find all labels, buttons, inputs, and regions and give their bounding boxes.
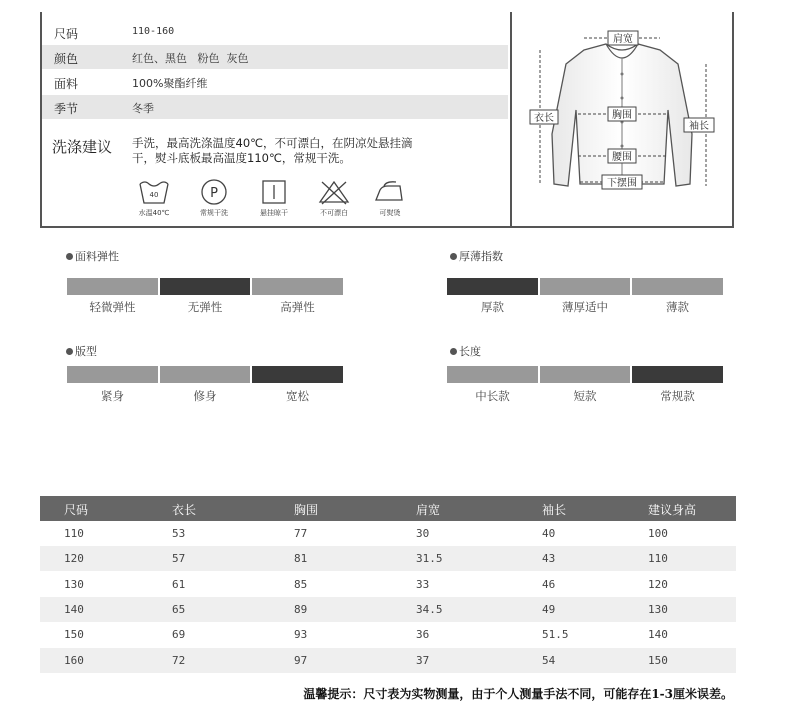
table-cell: 140 [64,602,84,616]
table-row [40,521,736,546]
column-header: 衣长 [172,503,197,517]
button [621,145,624,148]
spec-label: 季节 [54,102,79,116]
wash-temp-text: 40 [149,191,159,199]
wash-tub-icon [137,178,171,206]
spec-value: 冬季 [132,102,154,115]
table-cell: 72 [172,653,186,667]
indicator-option: 中长款 [475,389,510,403]
label-chest: 胸围 [612,110,632,121]
wash-instructions: 手洗，最高洗涤温度40℃，不可漂白，在阴凉处悬挂滴干，熨斗底板最高温度110℃，常规干洗。 [132,136,413,165]
table-row [40,648,736,673]
indicator-option: 轻微弹性 [89,300,136,314]
table-cell: 130 [64,577,84,591]
spec-label: 尺码 [54,27,79,41]
info-divider [510,12,512,228]
indicator-option: 常规款 [660,389,695,403]
table-cell: 85 [294,577,308,591]
button [621,73,624,76]
table-cell: 40 [542,527,556,540]
table-cell: 110 [64,527,84,540]
spec-row-color [42,45,508,69]
indicator-option: 紧身 [101,389,124,403]
spec-value: 红色、黑色 粉色 灰色 [132,52,249,65]
table-cell: 69 [172,628,186,642]
care-item-bleach [304,178,364,218]
table-cell: 53 [172,527,186,540]
indicator-option: 薄款 [666,300,689,314]
table-cell: 97 [294,653,308,667]
column-header: 肩宽 [416,503,441,517]
indicator-title-elasticity: 面料弹性 [66,248,119,264]
column-header: 尺码 [64,503,89,517]
care-item-iron [360,178,420,218]
indicator-option: 高弹性 [280,300,315,314]
indicator-title-fit: 版型 [66,343,97,359]
button [621,97,624,100]
size-table-header [40,496,736,521]
indicator-segment [540,366,630,383]
spec-label: 面料 [54,77,79,91]
table-cell: 100 [648,527,668,540]
label-hem: 下摆围 [607,178,637,189]
label-sleeve: 袖长 [689,121,709,132]
indicator-option: 无弹性 [187,300,223,314]
table-cell: 160 [64,653,84,667]
care-item-hang [244,178,304,218]
table-row [40,622,736,647]
table-cell: 49 [542,602,556,616]
indicator-option: 厚款 [481,300,504,314]
indicator-segment [447,366,538,383]
table-cell: 30 [416,527,430,540]
no-bleach-icon [317,178,351,206]
label-waist: 腰围 [612,152,632,163]
indicator-segment [540,278,630,295]
table-cell: 43 [542,552,556,566]
table-cell: 51.5 [542,628,569,642]
table-cell: 36 [416,628,430,642]
indicator-option: 宽松 [286,389,309,403]
spec-row-size [42,20,508,44]
table-cell: 77 [294,527,308,540]
table-cell: 37 [416,653,430,667]
indicator-segment [632,366,723,383]
spec-value: 110-160 [132,26,175,37]
table-cell: 120 [648,577,668,591]
indicator-title-length: 长度 [450,343,481,359]
indicator-segment [67,278,158,295]
care-label: 可熨烫 [379,209,401,217]
indicator-option: 修身 [193,389,217,403]
dry-clean-icon [200,178,228,206]
indicator-segment [447,278,538,295]
table-cell: 34.5 [416,602,443,616]
spec-row-fabric [42,70,508,94]
table-cell: 54 [542,653,556,667]
spec-value: 100%聚酯纤维 [132,77,208,90]
dry-clean-letter: P [210,186,218,201]
indicator-title-thickness: 厚薄指数 [450,248,503,264]
column-header: 胸围 [294,503,319,517]
table-cell: 81 [294,552,308,566]
iron-icon [372,178,408,206]
label-length: 衣长 [534,113,554,124]
indicator-segment [160,366,250,383]
table-cell: 31.5 [416,552,443,566]
wash-title: 洗涤建议 [52,138,113,156]
footnote: 温馨提示：尺寸表为实物测量，由于个人测量手法不同，可能存在1-3厘米误差。 [303,687,733,701]
indicator-segment [632,278,723,295]
table-cell: 33 [416,577,430,591]
table-cell: 89 [294,602,308,616]
table-cell: 61 [172,577,186,591]
hang-dry-icon [260,178,288,206]
table-cell: 110 [648,552,668,566]
table-cell: 150 [648,653,668,667]
table-cell: 46 [542,577,556,591]
spec-row-season [42,95,508,119]
indicator-segment [160,278,250,295]
table-cell: 140 [648,628,668,642]
table-row [40,546,736,571]
table-row [40,597,736,622]
indicator-option: 薄厚适中 [562,300,608,314]
garment-diagram [514,14,732,226]
care-label: 常规干洗 [200,209,228,217]
table-cell: 57 [172,552,186,566]
indicator-segment [67,366,158,383]
care-item-dryclean [184,178,244,218]
care-label: 悬挂晾干 [260,209,288,217]
table-cell: 150 [64,628,84,642]
care-label: 水温40℃ [138,209,170,217]
care-item-wash [124,178,184,218]
table-cell: 130 [648,602,668,616]
label-shoulder: 肩宽 [613,34,633,45]
indicator-option: 短款 [573,389,597,403]
column-header: 袖长 [542,503,567,517]
table-cell: 65 [172,602,186,616]
indicator-segment [252,278,343,295]
table-cell: 93 [294,628,308,642]
indicator-segment [252,366,343,383]
table-row [40,572,736,597]
column-header: 建议身高 [648,503,697,517]
table-cell: 120 [64,552,84,566]
spec-label: 颜色 [54,52,79,66]
care-label: 不可漂白 [320,209,348,217]
